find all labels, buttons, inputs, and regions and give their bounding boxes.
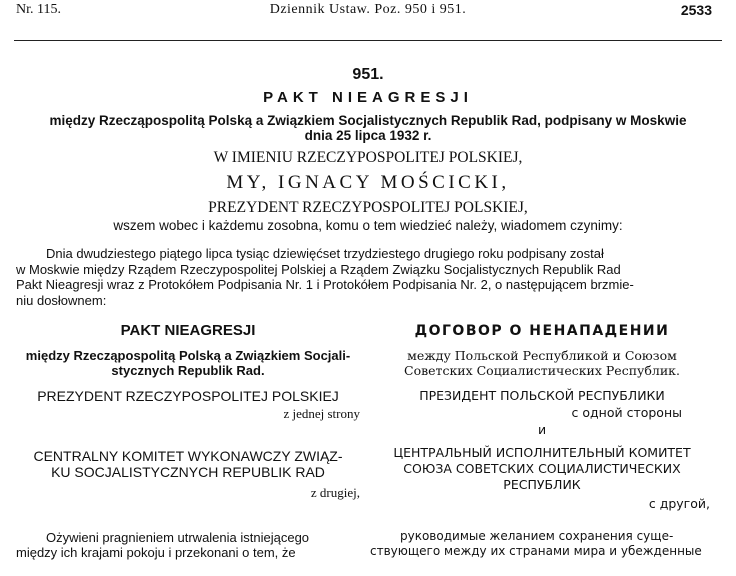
polish-paragraph-line: między ich krajami pokoju i przekonani o tem, że [16,545,296,560]
russian-paragraph-line: руководимые желанием сохранения суще- [400,529,674,543]
polish-committee-line: CENTRALNY KOMITET WYKONAWCZY ZWIĄZ- [33,448,343,464]
polish-subtitle-line: stycznych Republik Rad. [111,363,265,378]
document-subtitle: między Rzecząpospolitą Polską a Związkiem Socjalistycznych Republik Rad, podpisany w Moskwie [49,113,687,128]
russian-committee-line: ЦЕНТРАЛЬНЫЙ ИСПОЛНИТЕЛЬНЫЙ КОМИТЕТ [393,445,691,460]
polish-paragraph-line: Ożywieni pragnieniem utrwalenia istniejącego [46,530,310,545]
russian-side-two: с другой, [648,496,710,511]
page-header [0,2,736,36]
polish-side-two: z drugiej, [310,485,360,500]
polish-president: PREZYDENT RZECZYPOSPOLITEJ POLSKIEJ [37,388,339,404]
polish-paragraph [16,530,360,560]
document-date: dnia 25 lipca 1932 r. [304,128,432,143]
document-title: PAKT NIEAGRESJI [263,89,473,106]
polish-subtitle [16,348,360,378]
russian-title: ДОГОВОР О НЕНАПАДЕНИИ [414,323,670,339]
polish-committee [16,448,360,480]
russian-subtitle-line: Советских Социалистических Республик. [404,363,680,378]
intro-line: Pakt Nieagresji wraz z Protokółem Podpisania Nr. 1 i Protokółem Podpisania Nr. 2, o następującem brzmie- [16,277,634,292]
announcement-line: wszem wobec i każdemu zosobna, komu o tem wiedzieć należy, wiadomem czynimy: [113,218,623,233]
polish-side-one: z jednej strony [283,406,360,421]
russian-paragraph [370,529,714,559]
russian-president: ПРЕЗИДЕНТ ПОЛЬСКОЙ РЕСПУБЛИКИ [419,388,665,403]
polish-committee-line: KU SOCJALISTYCZNYCH REPUBLIK RAD [51,464,325,480]
russian-and: и [538,422,547,437]
russian-subtitle [370,348,714,378]
page-number: 2533 [680,2,712,18]
intro-line: w Moskwie między Rządem Rzeczypospolitej Polskiej a Rządem Związku Socjalistycznych Republik Rad [16,261,621,277]
president-title-heading: PREZYDENT RZECZYPOSPOLITEJ POLSKIEJ, [208,199,528,216]
intro-line: niu dosłownem: [16,292,107,308]
intro-line: Dnia dwudziestego piątego lipca tysiąc dziewięćset trzydziestego drugiego roku podpisany został [46,246,604,261]
journal-title: Dziennik Ustaw. Poz. 950 i 951. [269,2,467,17]
russian-side-one: с одной стороны [571,405,682,420]
russian-subtitle-line: между Польской Республикой и Союзом [407,348,677,363]
russian-paragraph-line: ствующего между их странами мира и убежденные [370,544,702,558]
position-number: 951. [352,66,384,83]
issue-number: Nr. 115. [16,2,61,17]
russian-committee [370,445,714,493]
header-rule [14,40,722,41]
polish-title: PAKT NIEAGRESJI [120,322,256,339]
polish-subtitle-line: między Rzecząpospolitą Polską a Związkiem Socjali- [25,348,351,363]
intro-paragraph [16,246,710,308]
russian-committee-line: СОЮЗА СОВЕТСКИХ СОЦИАЛИСТИЧЕСКИХ [403,461,681,476]
president-name-heading: MY, IGNACY MOŚCICKI, [226,172,510,193]
in-name-heading: W IMIENIU RZECZYPOSPOLITEJ POLSKIEJ, [213,149,523,166]
russian-committee-line: РЕСПУБЛИК [503,477,581,492]
